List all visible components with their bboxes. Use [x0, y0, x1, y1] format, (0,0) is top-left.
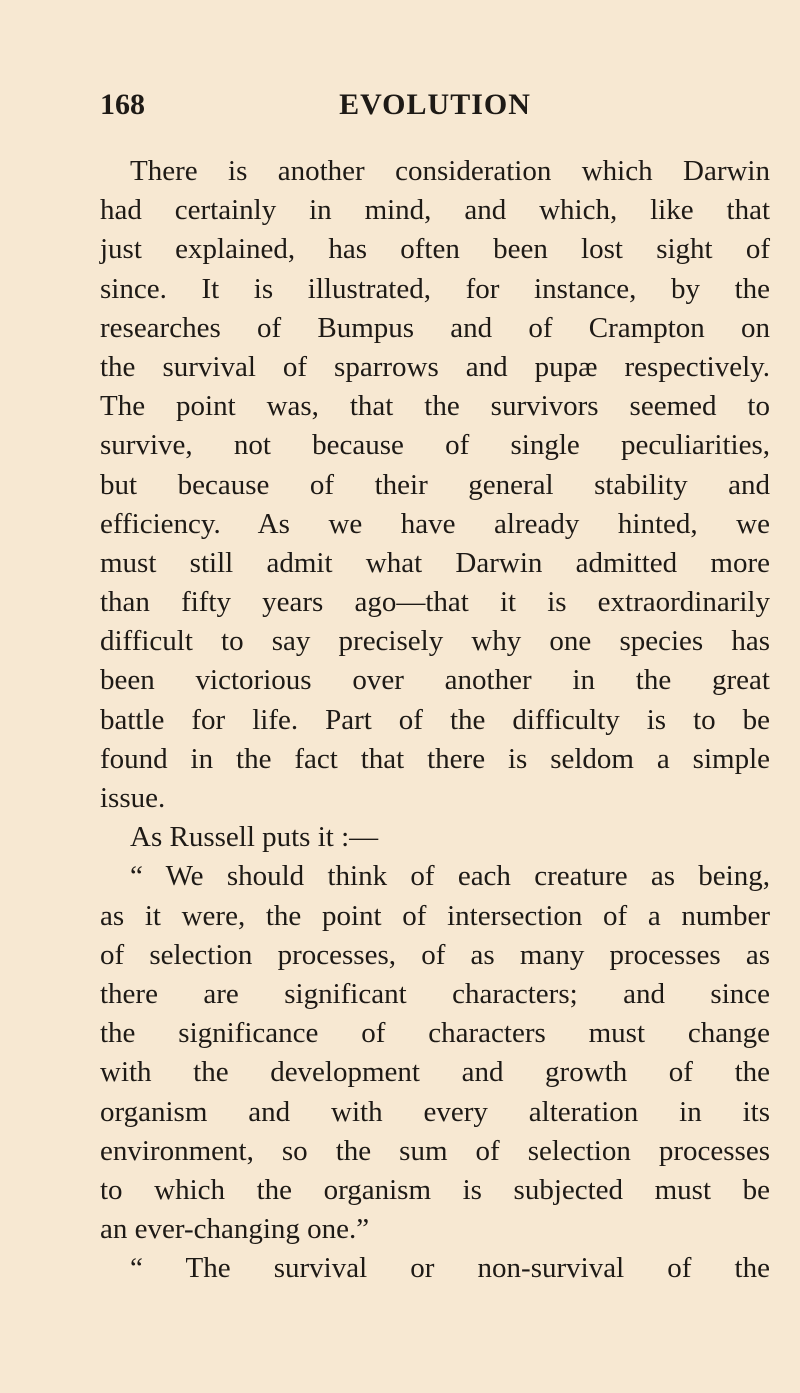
text-line: just explained, has often been lost sight of: [100, 233, 770, 266]
page-header: [100, 88, 770, 128]
text-line: since. It is illustrated, for instance, by the: [100, 272, 770, 305]
text-line: had certainly in mind, and which, like that: [100, 194, 770, 227]
text-line: The point was, that the survivors seemed to: [100, 390, 770, 423]
text-line: “ We should think of each creature as being,: [130, 860, 770, 893]
text-line: but because of their general stability and: [100, 468, 770, 501]
text-line: efficiency. As we have already hinted, we: [100, 507, 770, 540]
text-line: survive, not because of single peculiarities,: [100, 429, 770, 462]
body-text: [100, 152, 770, 1288]
text-line: battle for life. Part of the difficulty is to be: [100, 703, 770, 736]
text-line: There is another consideration which Darwin: [130, 155, 770, 187]
text-line: organism and with every alteration in its: [100, 1095, 770, 1128]
text-line: researches of Bumpus and of Crampton on: [100, 311, 770, 344]
page-number: 168: [100, 88, 145, 121]
text-line: as it were, the point of intersection of a number: [100, 899, 770, 932]
text-line: of selection processes, of as many processes as: [100, 938, 770, 971]
text-line: As Russell puts it :—: [130, 821, 379, 854]
text-line: must still admit what Darwin admitted more: [100, 546, 770, 579]
text-line: difficult to say precisely why one species has: [100, 625, 770, 658]
text-line: “ The survival or non-survival of the: [130, 1252, 770, 1285]
text-line: with the development and growth of the: [100, 1056, 770, 1089]
text-line: the significance of characters must change: [100, 1017, 770, 1050]
text-line: an ever-changing one.”: [100, 1213, 370, 1246]
running-title: EVOLUTION: [339, 88, 531, 121]
text-line: environment, so the sum of selection processes: [100, 1134, 770, 1167]
text-line: to which the organism is subjected must be: [100, 1173, 770, 1206]
text-line: found in the fact that there is seldom a simple: [100, 742, 770, 775]
text-line: there are significant characters; and since: [100, 977, 770, 1010]
text-line: been victorious over another in the great: [100, 664, 770, 697]
text-line: than fifty years ago—that it is extraordinarily: [100, 586, 770, 619]
text-line: issue.: [100, 782, 166, 814]
text-line: the survival of sparrows and pupæ respectively.: [100, 350, 770, 383]
